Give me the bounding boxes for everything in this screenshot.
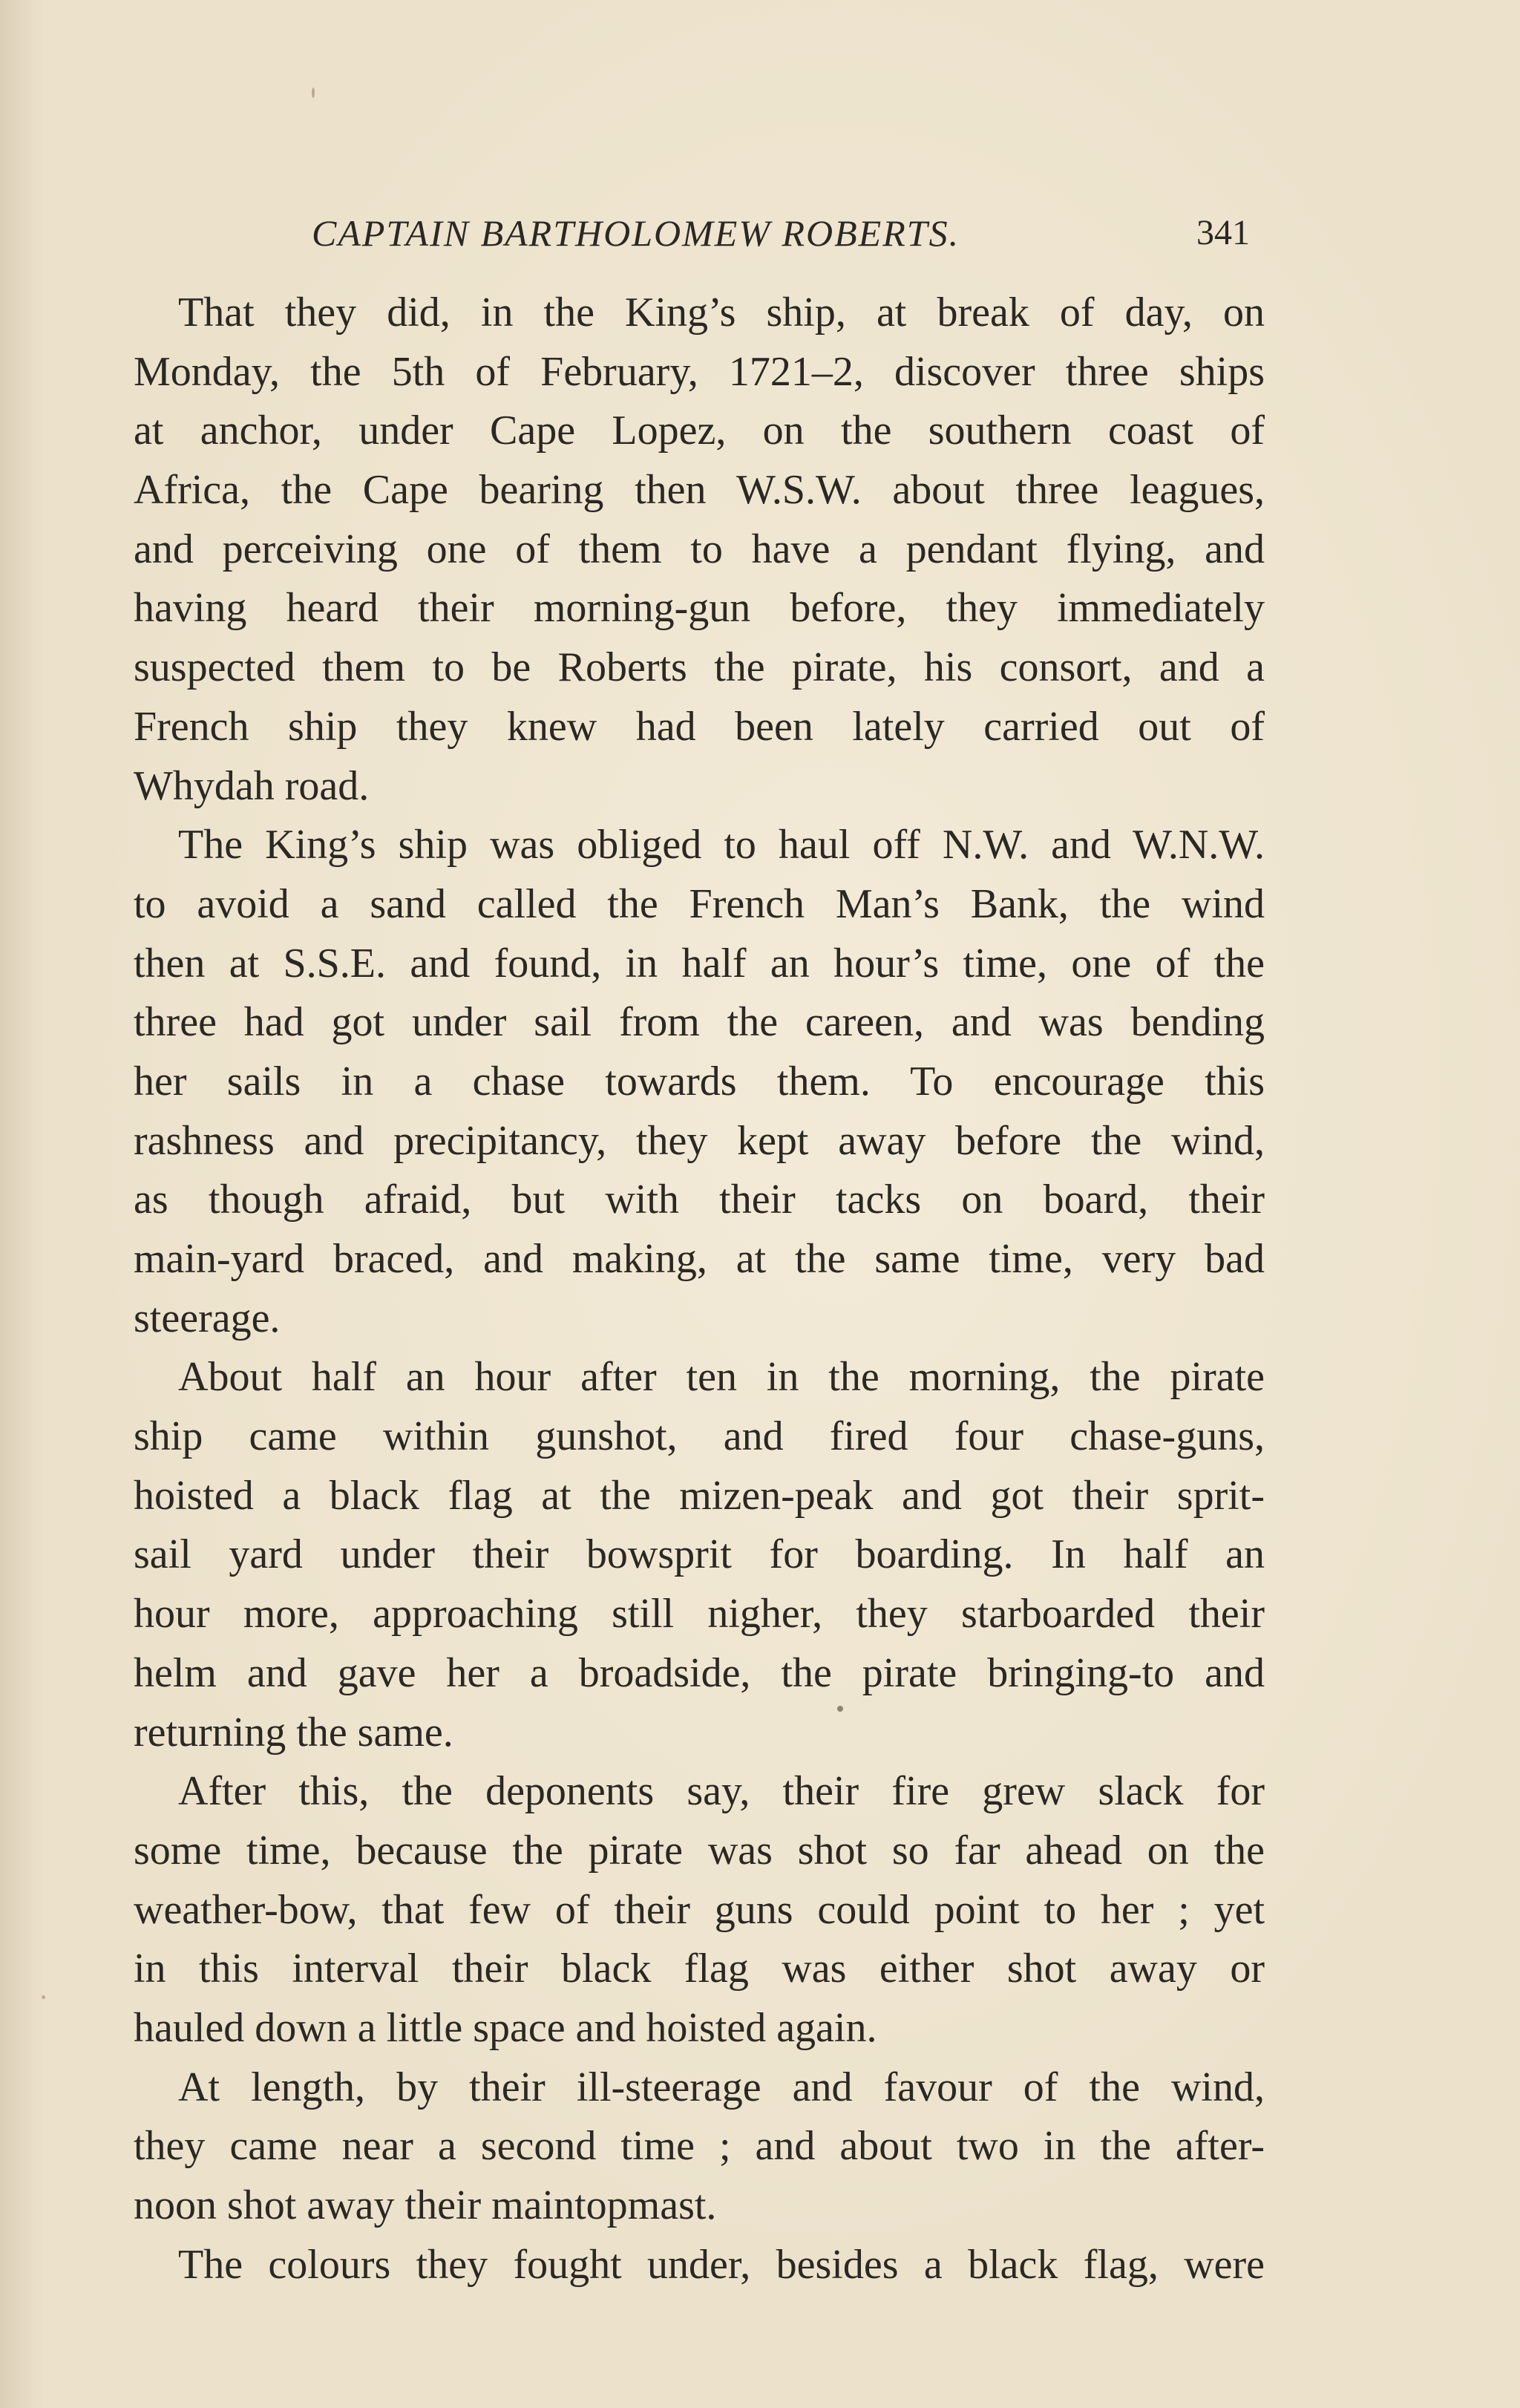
text-line: The King’s ship was obliged to haul off N.W. and W.N.W. bbox=[178, 822, 1265, 868]
page-number: 341 bbox=[1196, 213, 1250, 252]
text-line: rashness and precipitancy, they kept away before the wind, bbox=[134, 1117, 1265, 1164]
text-line: having heard their morning-gun before, they immediately bbox=[134, 585, 1265, 632]
text-line: then at S.S.E. and found, in half an hour’s time, one of the bbox=[134, 940, 1265, 987]
text-line: and perceiving one of them to have a pendant flying, and bbox=[134, 526, 1265, 572]
body-text bbox=[134, 284, 1265, 2294]
running-title: CAPTAIN BARTHOLOMEW ROBERTS. bbox=[312, 212, 960, 254]
text-line: returning the same. bbox=[134, 1709, 453, 1756]
paper-speck bbox=[312, 88, 315, 98]
text-line: as though afraid, but with their tacks on board, their bbox=[134, 1177, 1265, 1223]
text-line: That they did, in the King’s ship, at break of day, on bbox=[178, 289, 1265, 336]
running-header bbox=[312, 209, 1250, 257]
text-line: to avoid a sand called the French Man’s Bank, the wind bbox=[134, 880, 1265, 927]
text-line: suspected them to be Roberts the pirate, his consort, and a bbox=[134, 644, 1265, 691]
text-line: ship came within gunshot, and fired four chase-guns, bbox=[134, 1413, 1265, 1460]
text-line: some time, because the pirate was shot so far ahead on the bbox=[134, 1827, 1265, 1874]
text-line: sail yard under their bowsprit for boarding. In half an bbox=[134, 1531, 1265, 1578]
text-line: Whydah road. bbox=[134, 762, 370, 809]
text-line: they came near a second time ; and about two in the after- bbox=[134, 2123, 1265, 2170]
text-line: weather-bow, that few of their guns could point to her ; yet bbox=[134, 1886, 1265, 1933]
text-line: her sails in a chase towards them. To encourage this bbox=[134, 1058, 1265, 1105]
text-line: noon shot away their maintopmast. bbox=[134, 2182, 717, 2228]
text-line: main-yard braced, and making, at the same time, very bad bbox=[134, 1236, 1265, 1282]
text-line: hauled down a little space and hoisted again. bbox=[134, 2004, 877, 2051]
text-line: French ship they knew had been lately carried out of bbox=[134, 703, 1265, 750]
text-line: at anchor, under Cape Lopez, on the southern coast of bbox=[134, 408, 1265, 454]
text-line: in this interval their black flag was either shot away or bbox=[134, 1946, 1265, 1992]
text-line: After this, the deponents say, their fire grew slack for bbox=[178, 1768, 1265, 1815]
text-line: About half an hour after ten in the morning, the pirate bbox=[178, 1354, 1265, 1401]
text-line: helm and gave her a broadside, the pirate bringing-to and bbox=[134, 1649, 1265, 1696]
text-line: Monday, the 5th of February, 1721–2, discover three ships bbox=[134, 348, 1265, 395]
text-line: The colours they fought under, besides a black flag, were bbox=[178, 2241, 1265, 2288]
text-line: three had got under sail from the careen, and was bending bbox=[134, 999, 1265, 1046]
text-line: At length, by their ill-steerage and favour of the wind, bbox=[178, 2064, 1265, 2110]
text-line: hoisted a black flag at the mizen-peak and got their sprit- bbox=[134, 1472, 1265, 1519]
text-line: hour more, approaching still nigher, they starboarded their bbox=[134, 1591, 1265, 1637]
paper-speck bbox=[42, 1995, 45, 1999]
text-line: Africa, the Cape bearing then W.S.W. about three leagues, bbox=[134, 467, 1265, 514]
text-line: steerage. bbox=[134, 1295, 281, 1341]
